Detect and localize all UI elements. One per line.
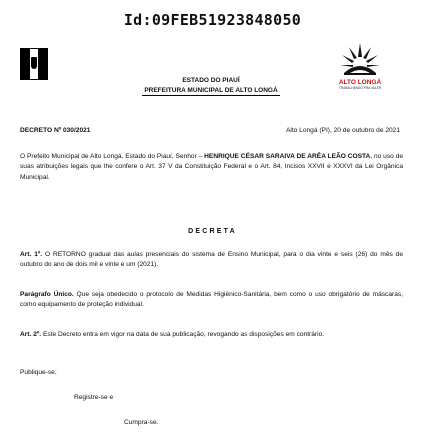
logo-tagline: TRABALHANDO PRA VALER bbox=[338, 86, 382, 90]
logo-name: ALTO LONGÁ bbox=[338, 79, 382, 86]
article-1 bbox=[20, 250, 403, 271]
article-2 bbox=[20, 330, 403, 340]
paragrafo-label: Parágrafo Único. bbox=[20, 291, 74, 298]
prefeitura-title: PREFEITURA MUNICIPAL DE ALTO LONGÁ bbox=[142, 86, 279, 97]
decree-place-date: Alto Longá (PI), 20 de outubro de 2021 bbox=[285, 127, 400, 134]
cumpra-line: Cumpra-se. bbox=[124, 419, 159, 426]
paragrafo-unico bbox=[20, 290, 403, 311]
header-titles bbox=[96, 76, 326, 96]
paragrafo-text: Que seja obedecido o protocolo de Medidas Higiênico-Sanitária, bem como o uso obrigatório de máscaras, como equipamento de proteção individual. bbox=[20, 291, 403, 309]
article-1-label: Art. 1º. bbox=[20, 251, 43, 258]
mayor-name: HENRIQUE CÉSAR SARAIVA DE ARÊA LEÃO COSTA bbox=[204, 153, 371, 160]
municipal-flag-icon bbox=[20, 48, 48, 80]
article-2-label: Art. 2º. bbox=[20, 331, 42, 338]
registre-line: Registre-se e bbox=[74, 394, 114, 401]
document-id: Id:09FEB51923848050 bbox=[123, 11, 302, 29]
preamble-rest: , no uso de suas atribuições legais que lhe confere o Art. 37 V da Constituição Federal e o Art. 84, Incisos XXVII e XXXVI da Lei Orgânica Municipal. bbox=[20, 153, 403, 181]
preamble-intro: O Prefeito Municipal de Alto Longá, Estado do Piauí, Senhor – bbox=[20, 153, 205, 160]
decreta-heading: DECRETA bbox=[188, 228, 237, 235]
publique-line: Publique-se, bbox=[20, 369, 57, 376]
decree-number: DECRETO Nº 030/2021 bbox=[20, 127, 91, 134]
article-2-text: Este Decreto entra em vigor na data de sua publicação, revogando as disposições em contrário. bbox=[41, 331, 325, 338]
state-title: ESTADO DO PIAUÍ bbox=[182, 77, 240, 84]
preamble-paragraph bbox=[20, 152, 403, 183]
article-1-text: O RETORNO gradual das aulas presenciais do sistema de Ensino Municipal, para o dia vinte e seis (26) do mês de outubro do ano de dois mil e vinte e um (2021). bbox=[20, 251, 403, 269]
